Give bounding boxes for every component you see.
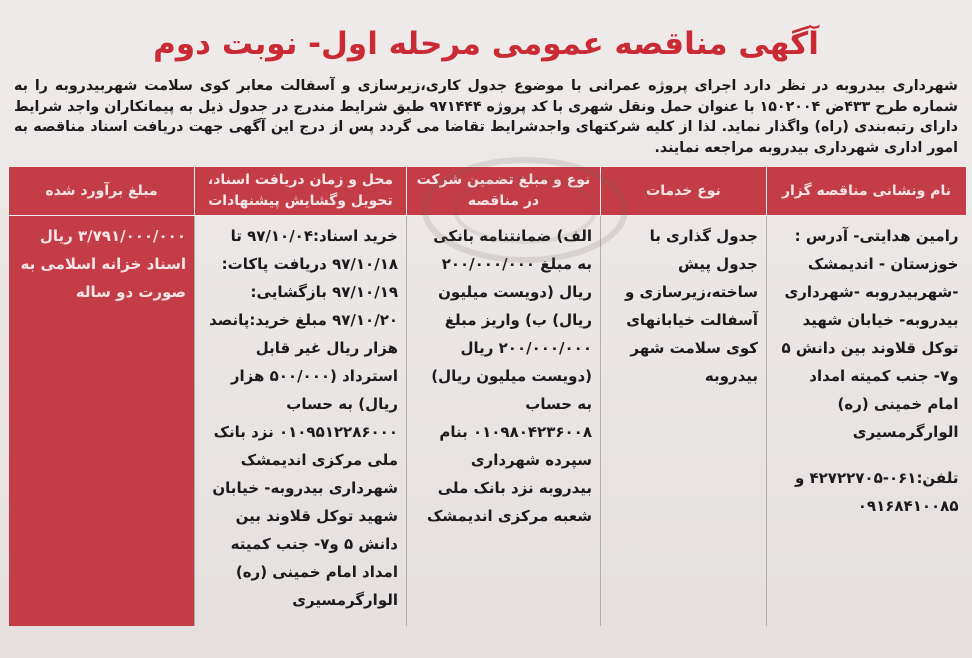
header-organizer: نام ونشانی مناقصه گزار (767, 167, 967, 216)
header-amount: مبلغ برآورد شده (9, 167, 195, 216)
tender-table (8, 166, 967, 626)
header-guarantee: نوع و مبلغ تضمین شرکت در مناقصه (407, 167, 601, 216)
organizer-address: رامین هدایتی- آدرس : خوزستان - اندیمشک -شهربیدروبه -شهرداری بیدروبه- خیابان شهید توکل قلاوند بین دانش ۵ و۷- جنب کمیته امداد امام خمینی (ره) الوارگرمسیری (781, 227, 959, 441)
table-row (9, 216, 967, 627)
header-documents: محل و زمان دریافت اسناد، تحویل وگشایش پیشنهادات (195, 167, 407, 216)
cell-service: جدول گذاری با جدول پیش ساخته،زیرسازی و آسفالت خیابانهای کوی سلامت شهر بیدروبه (601, 216, 767, 627)
organizer-phone: تلفن:۰۶۱-۴۲۷۲۲۷۰۵ و ۰۹۱۶۸۴۱۰۰۸۵ (794, 469, 959, 515)
page-title: آگهی مناقصه عمومی مرحله اول- نوبت دوم (153, 26, 819, 62)
table-header-row (9, 167, 967, 216)
cell-organizer (767, 216, 967, 627)
title-area (8, 26, 964, 62)
intro-paragraph: شهرداری بیدروبه در نظر دارد اجرای پروژه عمرانی با موضوع جدول کاری،زیرسازی و آسفالت معابر کوی سلامت شهربیدروبه را به شماره طرح ۴۳۳ض ۱۵۰۲۰۰۴ با عنوان حمل ونقل شهری با کد پروژه ۹۷۱۴۴۴ طبق شرایط مندرج در جدول ذیل به پیمانکاران واجد شرایط دارای رتبه‌بندی (راه) واگذار نماید. لذا از کلیه شرکتهای واجدشرایط تقاضا می گردد پس از درج این آگهی جهت دریافت اسناد مناقصه به امور اداری شهرداری بیدروبه مراجعه نمایند. (14, 78, 958, 156)
cell-guarantee: الف) ضمانتنامه بانکی به مبلغ ۲۰۰/۰۰۰/۰۰۰ ریال (دویست میلیون ریال) ب) واریز مبلغ ۲۰۰/۰۰۰/۰۰۰ ریال (دویست میلیون ریال) به حساب ۰۱۰۹۸۰۴۲۳۶۰۰۸ بنام سپرده شهرداری بیدروبه نزد بانک ملی شعبه مرکزی اندیمشک (407, 216, 601, 627)
cell-amount: ۳/۷۹۱/۰۰۰/۰۰۰ ریال اسناد خزانه اسلامی به صورت دو ساله (9, 216, 195, 627)
header-service: نوع خدمات (601, 167, 767, 216)
cell-documents: خرید اسناد:۹۷/۱۰/۰۴ تا ۹۷/۱۰/۱۸ دریافت پاکات: ۹۷/۱۰/۱۹ بازگشایی: ۹۷/۱۰/۲۰ مبلغ خرید:پانصد هزار ریال غیر قابل استرداد (۵۰۰/۰۰۰ هزار ریال) به حساب ۰۱۰۹۵۱۲۲۸۶۰۰۰ نزد بانک ملی مرکزی اندیمشک شهرداری بیدروبه- خیابان شهید توکل قلاوند بین دانش ۵ و۷- جنب کمیته امداد امام خمینی (ره) الوارگرمسیری (195, 216, 407, 627)
